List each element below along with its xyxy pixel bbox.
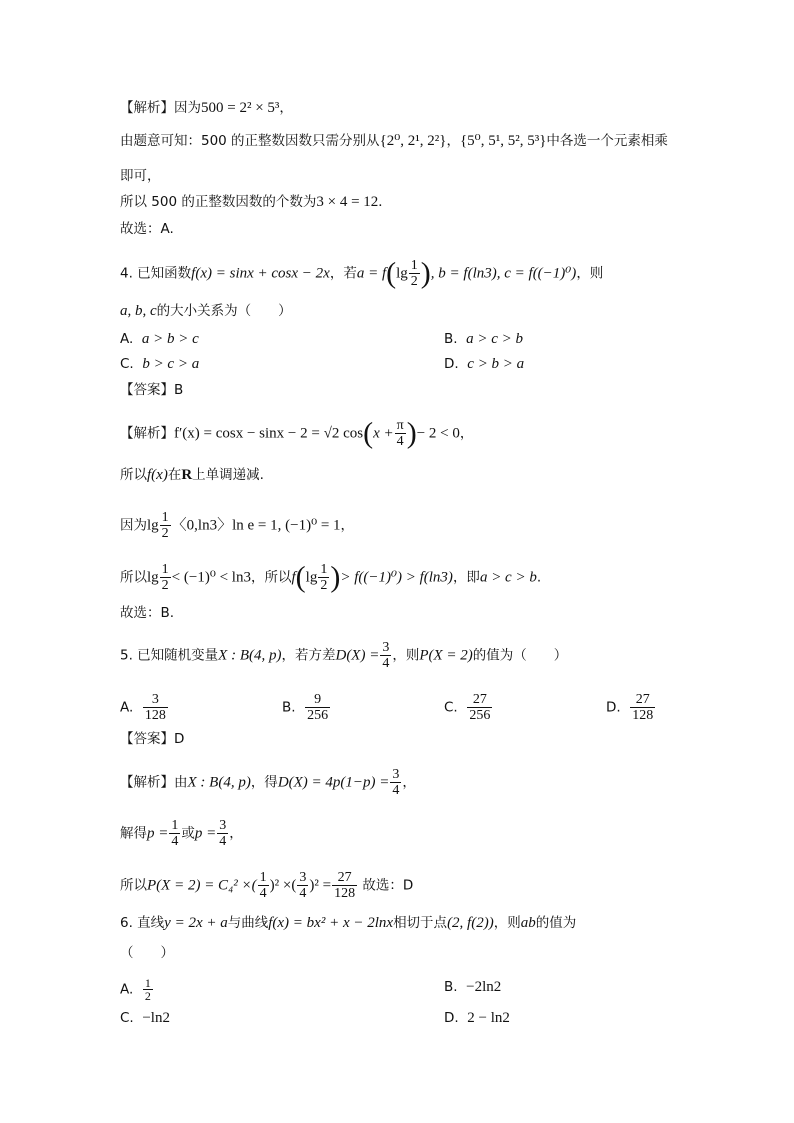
real-numbers-symbol: R xyxy=(181,467,193,483)
denominator: 2 xyxy=(144,989,151,1003)
denominator: 4 xyxy=(392,783,400,798)
option-text: −ln2 xyxy=(142,1010,170,1026)
text: 的值为（ ） xyxy=(472,647,568,664)
text: ，即 xyxy=(452,569,480,586)
option-label: D. xyxy=(444,356,459,372)
equation: D(X) = xyxy=(335,647,380,664)
option-fraction xyxy=(305,692,330,723)
q4-choice-line: 故选：B. xyxy=(120,605,175,621)
q6-option-d[interactable] xyxy=(444,1008,510,1028)
text: ，得 xyxy=(250,774,278,791)
fraction-pi-4 xyxy=(395,418,406,449)
option-label: A. xyxy=(120,699,134,716)
set-powers-of-2: {2⁰, 2¹, 2²} xyxy=(379,133,447,149)
text: ，所以 xyxy=(250,569,292,586)
q6-option-b[interactable] xyxy=(444,977,501,997)
equation: x + xyxy=(373,425,394,442)
equation: p = xyxy=(147,825,169,842)
equation: )² ×( xyxy=(269,877,297,894)
denominator: 4 xyxy=(219,834,227,849)
text: 的大小关系为（ ） xyxy=(156,303,292,319)
q6-stem-line-1 xyxy=(120,913,576,933)
text: 因为 xyxy=(120,517,147,534)
q5-option-b[interactable] xyxy=(282,692,331,723)
equation: < (−1)⁰ < ln3 xyxy=(171,569,251,586)
denominator: 2 xyxy=(320,578,328,593)
equation: a = f xyxy=(356,265,387,282)
numerator: 9 xyxy=(305,692,330,708)
question-number: 4. 已知函数 xyxy=(120,265,192,282)
q4-stem-line-1 xyxy=(120,258,603,289)
numerator: 1 xyxy=(171,818,179,833)
text: 相切于点 xyxy=(393,915,448,931)
text: 由 xyxy=(174,774,188,791)
analysis-tag: 【解析】 xyxy=(120,425,174,442)
text: 所以 xyxy=(120,467,147,483)
fraction-1-4 xyxy=(258,870,269,901)
text: 所以 xyxy=(120,569,147,586)
option-text: b > c > a xyxy=(142,356,200,372)
paren: ( xyxy=(295,560,306,594)
fraction-3-4 xyxy=(217,818,228,849)
text: ， xyxy=(459,425,474,442)
q5-analysis-line-2 xyxy=(120,818,243,849)
equation: D(X) = 4p(1−p) = xyxy=(277,774,390,791)
option-label: C. xyxy=(120,356,134,372)
text: ， xyxy=(229,825,243,842)
equation: X : B(4, p) xyxy=(187,774,251,791)
denominator: 128 xyxy=(144,708,166,723)
set-powers-of-5: {5⁰, 5¹, 5², 5³} xyxy=(459,133,547,149)
paren: ) xyxy=(406,416,417,450)
option-text: a > b > c xyxy=(141,331,199,347)
q5-analysis-line-1 xyxy=(120,767,416,798)
q4-option-b[interactable] xyxy=(444,329,523,349)
q4-option-d[interactable] xyxy=(444,354,524,374)
option-label: A. xyxy=(120,331,134,347)
option-text: 2 − ln2 xyxy=(467,1010,510,1026)
option-label: B. xyxy=(282,699,296,716)
denominator: 4 xyxy=(382,656,390,671)
text: 故选：D xyxy=(358,877,414,894)
denominator: 4 xyxy=(299,886,307,901)
fraction-half xyxy=(318,562,329,593)
analysis-tag: 【解析】 xyxy=(120,774,174,791)
equation: 500 = 2² × 5³ xyxy=(201,100,280,116)
equation: f xyxy=(291,569,296,586)
denominator: 4 xyxy=(171,834,179,849)
question-number: 6. 直线 xyxy=(120,915,165,931)
analysis-tag: 【解析】 xyxy=(120,100,174,116)
paren: ) xyxy=(420,256,431,290)
question-number: 5. 已知随机变量 xyxy=(120,647,219,664)
text: 在 xyxy=(167,467,182,483)
paren: ) xyxy=(330,560,341,594)
paren: ( xyxy=(386,256,397,290)
fraction-27-128 xyxy=(332,870,357,901)
equation: − 2 < 0 xyxy=(416,425,460,442)
denominator: 256 xyxy=(307,708,329,723)
numerator: 3 xyxy=(219,818,227,833)
q5-option-a[interactable] xyxy=(120,692,169,723)
fraction-3-4 xyxy=(380,640,391,671)
text: 解得 xyxy=(120,825,147,842)
option-label: B. xyxy=(444,979,458,995)
equation: y = 2x + a xyxy=(164,915,228,931)
paren: ( xyxy=(363,416,374,450)
option-fraction xyxy=(630,692,655,723)
function-def: f(x) = sinx + cosx − 2x xyxy=(191,265,330,282)
denominator: 2 xyxy=(410,274,418,289)
text: 因为 xyxy=(174,100,201,116)
equation: p = xyxy=(194,825,217,842)
numerator: 1 xyxy=(161,510,169,525)
numerator: 3 xyxy=(392,767,400,782)
equation: (2, f(2)) xyxy=(447,915,494,931)
fraction-3-4 xyxy=(297,870,308,901)
q3-analysis-line-1 xyxy=(120,98,293,118)
fraction-half xyxy=(409,258,420,289)
q4-analysis-line-2 xyxy=(120,465,264,485)
text: 中各选一个元素相乘 xyxy=(546,133,668,149)
fraction-3-4 xyxy=(390,767,401,798)
fraction-half xyxy=(160,562,171,593)
text: ， xyxy=(446,133,460,149)
numerator: 1 xyxy=(410,258,418,273)
equation: P(X = 2) xyxy=(419,647,473,664)
numerator: 27 xyxy=(467,692,492,708)
text: 所以 500 的正整数因数的个数为 xyxy=(120,194,317,210)
text: ，若方差 xyxy=(281,647,336,664)
equation: f′(x) = cosx − sinx − 2 = √2 cos xyxy=(174,425,364,442)
q4-analysis-line-3 xyxy=(120,510,354,541)
numerator: 3 xyxy=(299,870,307,885)
q4-answer: 【答案】B xyxy=(120,382,184,398)
text: 的值为 xyxy=(535,915,577,931)
q5-analysis-line-3 xyxy=(120,870,413,901)
text: ，则 xyxy=(392,647,420,664)
denominator: 256 xyxy=(469,708,491,723)
option-fraction xyxy=(143,692,168,723)
q6-option-c[interactable] xyxy=(120,1008,170,1028)
text: . xyxy=(536,569,542,586)
option-fraction xyxy=(467,692,492,723)
option-text: a > c > b xyxy=(466,331,524,347)
q3-analysis-line-3: 即可， xyxy=(120,168,161,184)
text: ， xyxy=(402,774,416,791)
text: ，若 xyxy=(329,265,357,282)
text: 所以 xyxy=(120,877,147,894)
q4-option-a[interactable] xyxy=(120,329,199,349)
option-label: A. xyxy=(120,981,134,998)
equation: lg xyxy=(396,265,408,282)
equation: > f((−1)⁰) > f(ln3) xyxy=(340,569,453,586)
q3-choice-line: 故选：A. xyxy=(120,221,174,237)
option-label: D. xyxy=(444,1010,459,1026)
option-text: c > b > a xyxy=(467,356,525,372)
numerator: 27 xyxy=(630,692,655,708)
denominator: 128 xyxy=(632,708,654,723)
q6-stem-line-2: （ ） xyxy=(120,945,174,961)
q6-option-a[interactable] xyxy=(120,977,154,1002)
equation: 〈0,ln3〉ln e = 1, (−1)⁰ = 1 xyxy=(171,517,341,534)
option-label: C. xyxy=(120,1010,134,1026)
text: ，则 xyxy=(493,915,521,931)
equation: f(x) xyxy=(147,467,168,483)
q4-option-c[interactable] xyxy=(120,354,199,374)
equation: lg xyxy=(305,569,318,586)
variables: a, b, c xyxy=(120,303,157,319)
text: 由题意可知：500 的正整数因数只需分别从 xyxy=(120,133,380,149)
text: 或 xyxy=(181,825,195,842)
equation: lg xyxy=(147,517,159,534)
fraction-1-4 xyxy=(169,818,180,849)
equation: lg xyxy=(147,569,159,586)
q4-analysis-line-4 xyxy=(120,562,541,593)
numerator: 1 xyxy=(161,562,169,577)
numerator: 27 xyxy=(332,870,357,886)
numerator: 3 xyxy=(382,640,390,655)
text: ， xyxy=(340,517,355,534)
q3-analysis-line-4 xyxy=(120,192,392,212)
q5-answer: 【答案】D xyxy=(120,731,185,747)
option-label: D. xyxy=(606,699,621,716)
fraction-half xyxy=(160,510,171,541)
text: ． xyxy=(378,194,392,210)
q5-option-c[interactable] xyxy=(444,692,493,723)
option-fraction xyxy=(143,977,153,1002)
text: 与曲线 xyxy=(227,915,269,931)
q4-analysis-line-1 xyxy=(120,418,473,449)
text: ，则 xyxy=(576,265,604,282)
numerator: 1 xyxy=(320,562,328,577)
equation: a > c > b xyxy=(479,569,537,586)
option-label: B. xyxy=(444,331,458,347)
denominator: 2 xyxy=(161,578,169,593)
equation: , b = f(ln3), c = f((−1)⁰) xyxy=(430,265,577,282)
numerator: π xyxy=(396,418,404,433)
q5-option-d[interactable] xyxy=(606,692,656,723)
denominator: 128 xyxy=(334,886,356,901)
text: 上单调递减. xyxy=(192,467,264,483)
equation: )² = xyxy=(309,877,332,894)
equation: X : B(4, p) xyxy=(218,647,282,664)
option-label: C. xyxy=(444,699,458,716)
option-text: −2ln2 xyxy=(466,979,502,995)
q5-stem xyxy=(120,640,567,671)
equation: P(X = 2) = C₄² ×( xyxy=(147,877,257,894)
denominator: 2 xyxy=(161,526,169,541)
text: ， xyxy=(279,100,293,116)
denominator: 4 xyxy=(396,434,404,449)
numerator: 1 xyxy=(144,976,151,990)
equation: f(x) = bx² + x − 2lnx xyxy=(268,915,394,931)
equation: 3 × 4 = 12 xyxy=(316,194,379,210)
q3-analysis-line-2 xyxy=(120,131,668,151)
q4-stem-line-2 xyxy=(120,301,292,321)
numerator: 3 xyxy=(143,692,168,708)
equation: ab xyxy=(520,915,536,931)
denominator: 4 xyxy=(259,886,267,901)
numerator: 1 xyxy=(259,870,267,885)
